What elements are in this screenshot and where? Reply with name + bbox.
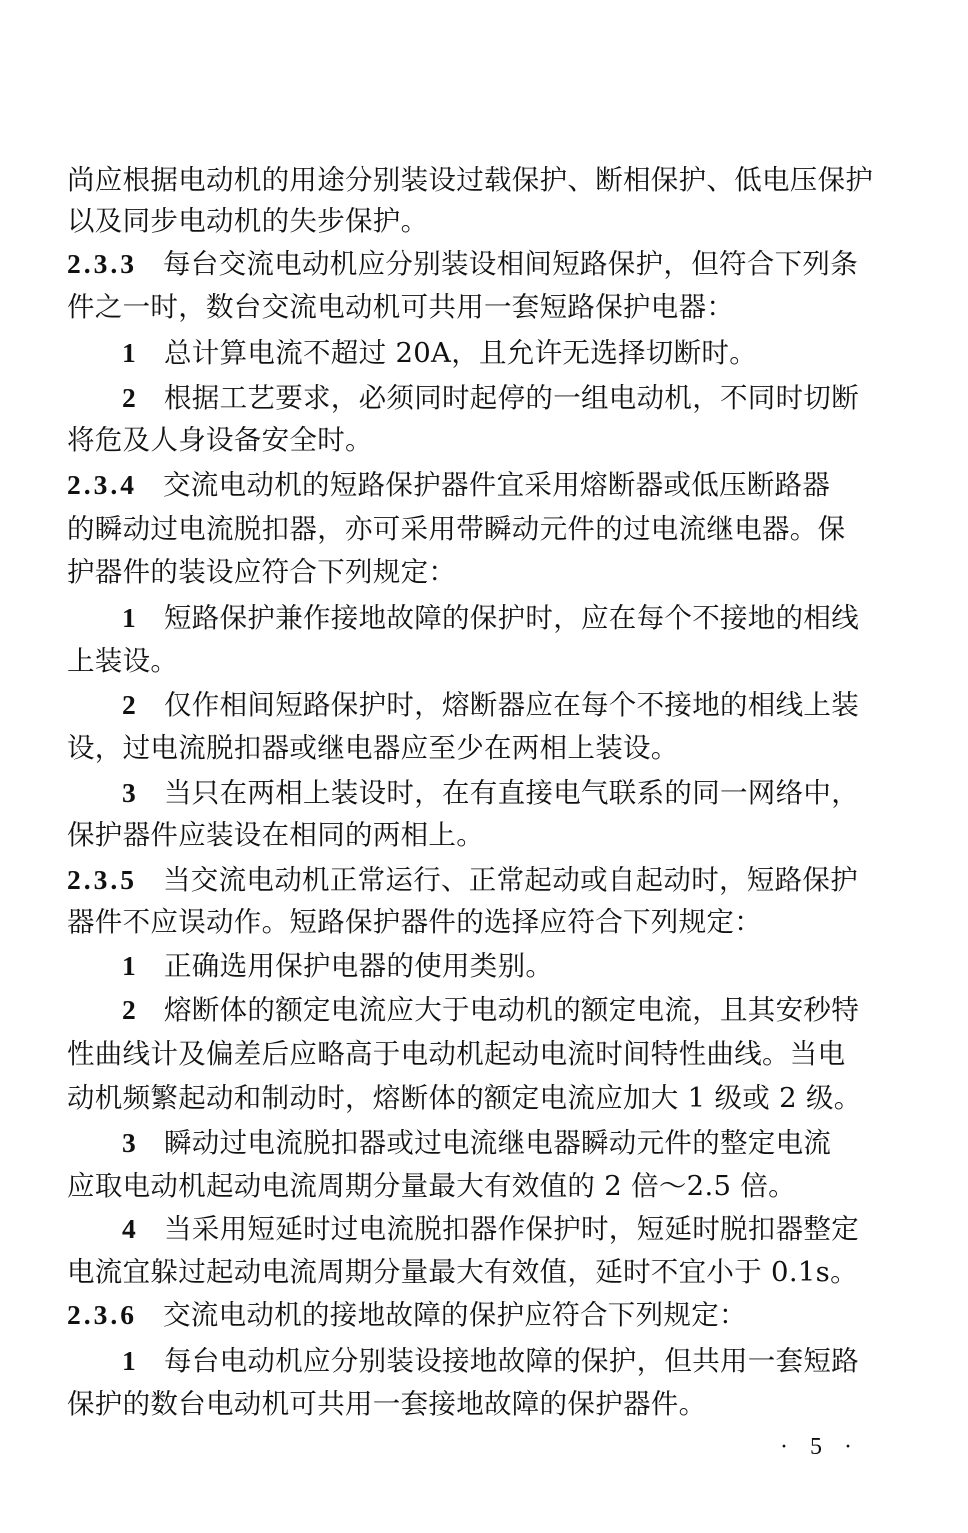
paragraph-line: 电流宜躲过起动电流周期分量最大有效值，延时不宜小于 0.1s。 — [67, 1256, 858, 1288]
paragraph-line: 将危及人身设备安全时。 — [67, 424, 373, 456]
item-number: 3 — [122, 1127, 137, 1158]
item-number: 1 — [122, 337, 137, 368]
clause-number: 2.3.3 — [67, 248, 137, 279]
item-number: 2 — [122, 994, 137, 1025]
list-item: 1 每台电动机应分别装设接地故障的保护，但共用一套短路 — [122, 1341, 885, 1381]
item-number: 3 — [122, 777, 137, 808]
page-number: · 5 · — [780, 1434, 860, 1460]
list-item: 4 当采用短延时过电流脱扣器作保护时，短延时脱扣器整定 — [122, 1209, 885, 1249]
paragraph-line: 尚应根据电动机的用途分别装设过载保护、断相保护、低电压保护 — [67, 164, 874, 196]
paragraph-line: 上装设。 — [67, 645, 179, 677]
paragraph-line: 设，过电流脱扣器或继电器应至少在两相上装设。 — [67, 732, 679, 764]
list-item: 3 当只在两相上装设时，在有直接电气联系的同一网络中， — [122, 773, 885, 813]
clause-number: 2.3.6 — [67, 1299, 137, 1330]
item-number: 2 — [122, 382, 137, 413]
list-item: 1 短路保护兼作接地故障的保护时，应在每个不接地的相线 — [122, 598, 885, 638]
item-number: 4 — [122, 1213, 137, 1244]
paragraph-line: 护器件的装设应符合下列规定： — [67, 556, 457, 588]
item-number: 2 — [122, 689, 137, 720]
clause-2-3-5: 2.3.5 当交流电动机正常运行、正常起动或自起动时，短路保护 — [67, 860, 885, 900]
list-item: 3 瞬动过电流脱扣器或过电流继电器瞬动元件的整定电流 — [122, 1123, 885, 1163]
clause-2-3-3: 2.3.3 每台交流电动机应分别装设相间短路保护，但符合下列条 — [67, 244, 885, 284]
paragraph-line: 应取电动机起动电流周期分量最大有效值的 2 倍～2.5 倍。 — [67, 1170, 796, 1202]
list-item: 1 正确选用保护电器的使用类别。 — [122, 946, 885, 986]
list-item: 1 总计算电流不超过 20A，且允许无选择切断时。 — [122, 333, 885, 373]
clause-2-3-4: 2.3.4 交流电动机的短路保护器件宜采用熔断器或低压断路器 — [67, 465, 885, 505]
paragraph-line: 保护器件应装设在相同的两相上。 — [67, 819, 484, 851]
paragraph-line: 件之一时，数台交流电动机可共用一套短路保护电器： — [67, 291, 735, 323]
list-item: 2 熔断体的额定电流应大于电动机的额定电流，且其安秒特 — [122, 990, 885, 1030]
item-number: 1 — [122, 1345, 137, 1376]
item-number: 1 — [122, 602, 137, 633]
paragraph-line: 动机频繁起动和制动时，熔断体的额定电流应加大 1 级或 2 级。 — [67, 1082, 862, 1114]
list-item: 2 仅作相间短路保护时，熔断器应在每个不接地的相线上装 — [122, 685, 885, 725]
paragraph-line: 性曲线计及偏差后应略高于电动机起动电流时间特性曲线。当电 — [67, 1038, 846, 1070]
paragraph-line: 器件不应误动作。短路保护器件的选择应符合下列规定： — [67, 906, 762, 938]
paragraph-line: 以及同步电动机的失步保护。 — [67, 205, 429, 237]
clause-2-3-6: 2.3.6 交流电动机的接地故障的保护应符合下列规定： — [67, 1295, 885, 1335]
clause-number: 2.3.5 — [67, 864, 137, 895]
list-item: 2 根据工艺要求，必须同时起停的一组电动机，不同时切断 — [122, 378, 885, 418]
item-number: 1 — [122, 950, 137, 981]
paragraph-line: 保护的数台电动机可共用一套接地故障的保护器件。 — [67, 1388, 707, 1420]
paragraph-line: 的瞬动过电流脱扣器，亦可采用带瞬动元件的过电流继电器。保 — [67, 513, 846, 545]
clause-number: 2.3.4 — [67, 469, 137, 500]
